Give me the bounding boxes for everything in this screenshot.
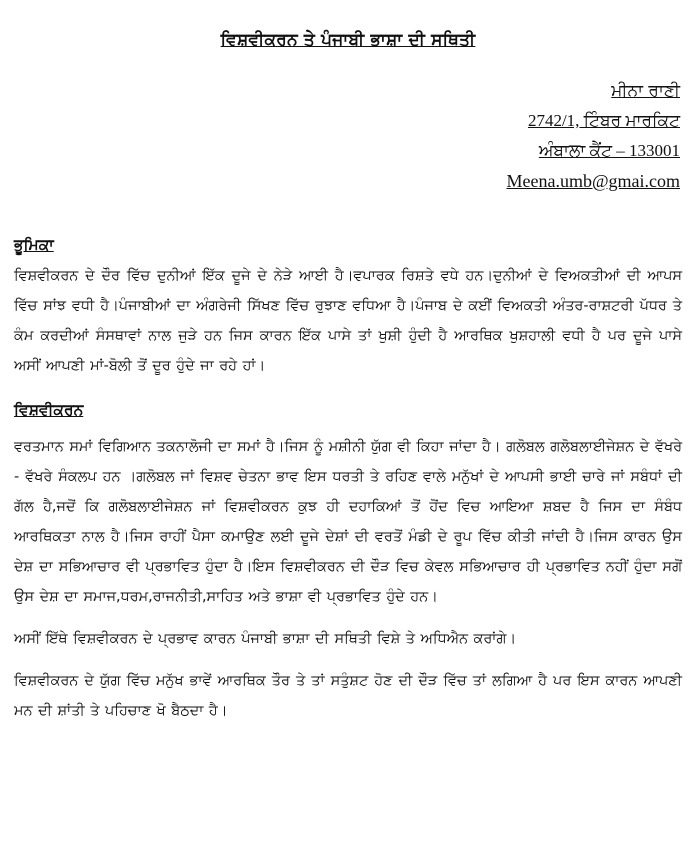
paragraph-globalization-impact: ਵਿਸ਼ਵੀਕਰਨ ਦੇ ਯੁੱਗ ਵਿੱਚ ਮਨੁੱਖ ਭਾਵੇਂ ਆਰਥਿਕ ਤੌਰ ਤੇ ਤਾਂ ਸਤੁੰਸ਼ਟ ਹੋਣ ਦੀ ਦੌੜ ਵਿੱਚ ਤਾਂ ਲਗਿਆ ਹੈ ਪਰ ਇਸ ਕਾਰਨ ਆਪਣੀ ਮਨ ਦੀ ਸ਼ਾਂਤੀ ਤੇ ਪਹਿਚਾਣ ਖੋ ਬੈਠਦਾ ਹੈ। (14, 673, 682, 719)
author-name: ਮੀਨਾ ਰਾਣੀ (611, 81, 680, 101)
author-address-line1: 2742/1, ਟਿੰਬਰ ਮਾਰਕਿਟ (527, 111, 680, 130)
author-address-line2: ਅੰਬਾਲਾ ਕੈਂਟ – 133001 (538, 141, 680, 160)
paragraph-globalization-body: ਵਰਤਮਾਨ ਸਮਾਂ ਵਿਗਿਆਨ ਤਕਨਾਲੋਜੀ ਦਾ ਸਮਾਂ ਹੈ।ਜਿਸ ਨੂੰ ਮਸ਼ੀਨੀ ਯੁੱਗ ਵੀ ਕਿਹਾ ਜਾਂਦਾ ਹੈ। ਗਲੋਬਲ ਗਲੋਬਲਾਈਜੇਸ਼ਨ ਦੇ ਵੱਖਰੇ - ਵੱਖਰੇ ਸੰਕਲਪ ਹਨ ।ਗਲੋਬਲ ਜਾਂ ਵਿਸ਼ਵ ਚੇਤਨਾ ਭਾਵ ਇਸ ਧਰਤੀ ਤੇ ਰਹਿਣ ਵਾਲੇ ਮਨੁੱਖਾਂ ਦੇ ਆਪਸੀ ਭਾਈ ਚਾਰੇ ਜਾਂ ਸਬੰਧਾਂ ਦੀ ਗੱਲ ਹੈ,ਜਦੋਂ ਕਿ ਗਲੋਬਲਾਈਜੇਸ਼ਨ ਜਾਂ ਵਿਸ਼ਵੀਕਰਨ ਕੁਝ ਹੀ ਦਹਾਕਿਆਂ ਤੋਂ ਹੋਂਦ ਵਿਚ ਆਇਆ ਸ਼ਬਦ ਹੈ ਜਿਸ ਦਾ ਸੰਬੰਧ ਆਰਥਿਕਤਾ ਨਾਲ ਹੈ।ਜਿਸ ਰਾਹੀਂ ਪੈਸਾ ਕਮਾਉਣ ਲਈ ਦੂਜੇ ਦੇਸ਼ਾਂ ਦੀ ਵਰਤੋਂ ਮੰਡੀ ਦੇ ਰੂਪ ਵਿੱਚ ਕੀਤੀ ਜਾਂਦੀ ਹੈ।ਜਿਸ ਕਾਰਨ ਉਸ ਦੇਸ਼ ਦਾ ਸਭਿਆਚਾਰ ਵੀ ਪ੍ਰਭਾਵਿਤ ਹੁੰਦਾ ਹੈ।ਇਸ ਵਿਸ਼ਵੀਕਰਨ ਦੀ ਦੌੜ ਵਿਚ ਕੇਵਲ ਸਭਿਆਚਾਰ ਹੀ ਪ੍ਰਭਾਵਿਤ ਨਹੀਂ ਹੁੰਦਾ ਸਗੋਂ ਉਸ ਦੇਸ਼ ਦਾ ਸਮਾਜ,ਧਰਮ,ਰਾਜਨੀਤੀ,ਸਾਹਿਤ ਅਤੇ ਭਾਸ਼ਾ ਵੀ ਪ੍ਰਭਾਵਿਤ ਹੁੰਦੇ ਹਨ। (14, 439, 682, 605)
document-title: ਵਿਸ਼ਵੀਕਰਨ ਤੇ ਪੰਜਾਬੀ ਭਾਸ਼ਾ ਦੀ ਸਥਿਤੀ (220, 30, 476, 50)
paragraph-introduction: ਵਿਸ਼ਵੀਕਰਨ ਦੇ ਦੌਰ ਵਿੱਚ ਦੁਨੀਆਂ ਇੱਕ ਦੂਜੇ ਦੇ ਨੇੜੇ ਆਈ ਹੈ।ਵਪਾਰਕ ਰਿਸ਼ਤੇ ਵਧੇ ਹਨ।ਦੁਨੀਆਂ ਦੇ ਵਿਅਕਤੀਆਂ ਦੀ ਆਪਸ ਵਿੱਚ ਸਾਂਝ ਵਧੀ ਹੈ।ਪੰਜਾਬੀਆਂ ਦਾ ਅੰਗਰੇਜੀ ਸਿੱਖਣ ਵਿੱਚ ਰੁਝਾਣ ਵਧਿਆ ਹੈ।ਪੰਜਾਬ ਦੇ ਕਈਂ ਵਿਅਕਤੀ ਅੰਤਰ-ਰਾਸ਼ਟਰੀ ਪੱਧਰ ਤੇ ਕੰਮ ਕਰਦੀਆਂ ਸੰਸਥਾਵਾਂ ਨਾਲ ਜੁੜੇ ਹਨ ਜਿਸ ਕਾਰਨ ਇੱਕ ਪਾਸੇ ਤਾਂ ਖੁਸ਼ੀ ਹੁੰਦੀ ਹੈ ਆਰਥਿਕ ਖੁਸ਼ਹਾਲੀ ਵਧੀ ਹੈ ਪਰ ਦੂਜੇ ਪਾਸੇ ਅਸੀਂ ਆਪਣੀ ਮਾਂ-ਬੋਲੀ ਤੋਂ ਦੂਰ ਹੁੰਦੇ ਜਾ ਰਹੇ ਹਾਂ। (14, 268, 682, 374)
author-block (14, 76, 682, 196)
section-heading-introduction: ਭੂਮਿਕਾ (14, 236, 54, 254)
section-heading-globalization: ਵਿਸ਼ਵੀਕਰਨ (14, 401, 84, 419)
paragraph-study-statement: ਅਸੀਂ ਇੱਥੇ ਵਿਸ਼ਵੀਕਰਨ ਦੇ ਪ੍ਰਭਾਵ ਕਾਰਨ ਪੰਜਾਬੀ ਭਾਸ਼ਾ ਦੀ ਸਥਿਤੀ ਵਿਸ਼ੇ ਤੇ ਅਧਿਐਨ ਕਰਾਂਗੇ। (14, 631, 517, 647)
author-email: Meena.umb@gmai.com (506, 171, 680, 191)
